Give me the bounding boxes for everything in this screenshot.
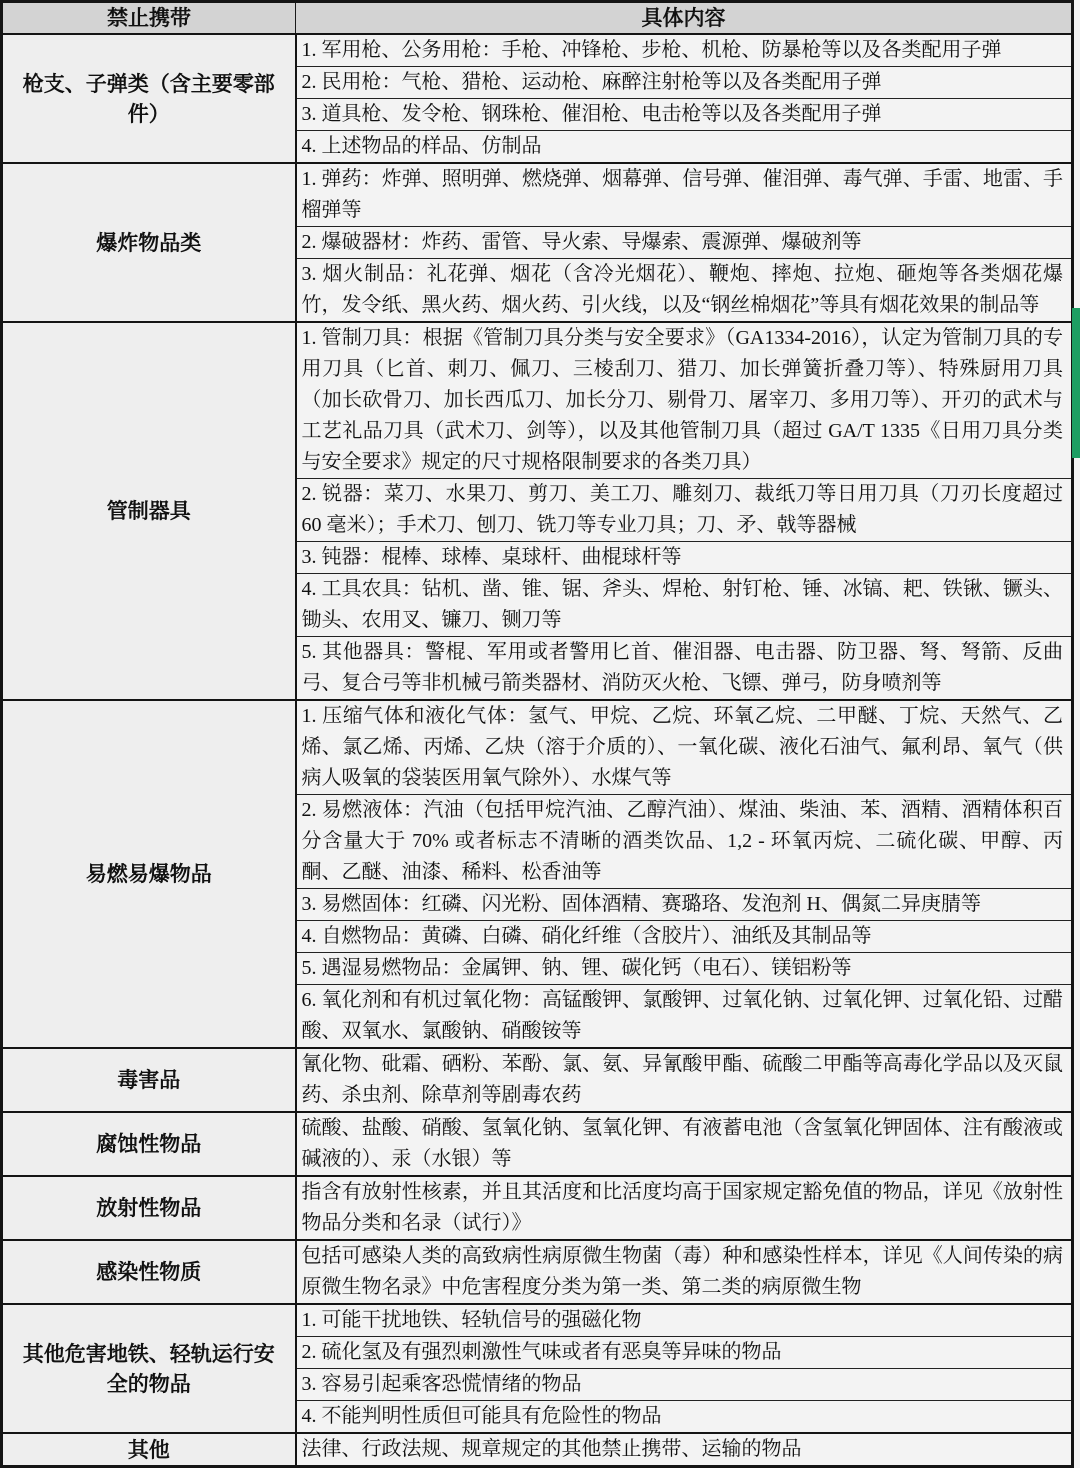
item-cell: 硫酸、盐酸、硝酸、氢氧化钠、氢氧化钾、有液蓄电池（含氢氧化钾固体、注有酸液或碱液的）、汞（水银）等 xyxy=(296,1112,1073,1176)
item-cell: 4. 工具农具：钻机、凿、锥、锯、斧头、焊枪、射钉枪、锤、冰镐、耙、铁锹、镢头、锄头、农用叉、镰刀、铡刀等 xyxy=(296,574,1073,637)
item-cell: 2. 硫化氢及有强烈刺激性气味或者有恶臭等异味的物品 xyxy=(296,1337,1073,1369)
item-cell: 4. 上述物品的样品、仿制品 xyxy=(296,131,1073,164)
item-cell: 3. 烟火制品：礼花弹、烟花（含冷光烟花）、鞭炮、摔炮、拉炮、砸炮等各类烟花爆竹，发令纸、黑火药、烟火药、引火线，以及“钢丝棉烟花”等具有烟花效果的制品等 xyxy=(296,259,1073,323)
item-cell: 3. 道具枪、发令枪、钢珠枪、催泪枪、电击枪等以及各类配用子弹 xyxy=(296,99,1073,131)
table-row xyxy=(2,1240,1073,1304)
item-cell: 2. 爆破器材：炸药、雷管、导火索、导爆索、震源弹、爆破剂等 xyxy=(296,227,1073,259)
table-row xyxy=(2,1304,1073,1337)
header-prohibited: 禁止携带 xyxy=(2,2,296,35)
item-cell: 3. 易燃固体：红磷、闪光粉、固体酒精、赛璐珞、发泡剂 H、偶氮二异庚腈等 xyxy=(296,889,1073,921)
item-cell: 2. 民用枪：气枪、猎枪、运动枪、麻醉注射枪等以及各类配用子弹 xyxy=(296,67,1073,99)
item-cell: 5. 其他器具：警棍、军用或者警用匕首、催泪器、电击器、防卫器、弩、弩箭、反曲弓、复合弓等非机械弓箭类器材、消防灭火枪、飞镖、弹弓，防身喷剂等 xyxy=(296,637,1073,701)
item-cell: 5. 遇湿易燃物品：金属钾、钠、锂、碳化钙（电石）、镁铝粉等 xyxy=(296,953,1073,985)
category-other: 其他 xyxy=(2,1433,296,1467)
category-flammable-explosive: 易燃易爆物品 xyxy=(2,700,296,1048)
item-cell: 1. 可能干扰地铁、轻轨信号的强磁化物 xyxy=(296,1304,1073,1337)
highlight-bar xyxy=(1072,308,1080,458)
item-cell: 4. 自燃物品：黄磷、白磷、硝化纤维（含胶片）、油纸及其制品等 xyxy=(296,921,1073,953)
item-cell: 1. 管制刀具：根据《管制刀具分类与安全要求》（GA1334-2016），认定为管制刀具的专用刀具（匕首、刺刀、佩刀、三棱刮刀、猎刀、加长弹簧折叠刀等）、特殊厨用刀具（加长砍骨刀、加长西瓜刀、加长分刀、剔骨刀、屠宰刀、多用刀等）、开刃的武术与工艺礼品刀具（武术刀、剑等），以及其他管制刀具（超过 GA/T 1335《日用刀具分类与安全要求》规定的尺寸规格限制要求的各类刀具） xyxy=(296,322,1073,479)
item-cell: 2. 易燃液体：汽油（包括甲烷汽油、乙醇汽油）、煤油、柴油、苯、酒精、酒精体积百分含量大于 70% 或者标志不清晰的酒类饮品、1,2 - 环氧丙烷、二硫化碳、甲醇、丙酮、乙醚、油漆、稀料、松香油等 xyxy=(296,795,1073,889)
item-cell: 氰化物、砒霜、硒粉、苯酚、氯、氨、异氰酸甲酯、硫酸二甲酯等高毒化学品以及灭鼠药、杀虫剂、除草剂等剧毒农药 xyxy=(296,1048,1073,1112)
table-row xyxy=(2,1176,1073,1240)
item-cell: 2. 锐器：菜刀、水果刀、剪刀、美工刀、雕刻刀、裁纸刀等日用刀具（刀刃长度超过 60 毫米）；手术刀、刨刀、铣刀等专业刀具；刀、矛、戟等器械 xyxy=(296,479,1073,542)
category-other-hazards: 其他危害地铁、轻轨运行安全的物品 xyxy=(2,1304,296,1433)
table-header-row xyxy=(2,2,1073,35)
item-cell: 法律、行政法规、规章规定的其他禁止携带、运输的物品 xyxy=(296,1433,1073,1467)
item-cell: 包括可感染人类的高致病性病原微生物菌（毒）种和感染性样本，详见《人间传染的病原微生物名录》中危害程度分类为第一类、第二类的病原微生物 xyxy=(296,1240,1073,1304)
category-corrosive: 腐蚀性物品 xyxy=(2,1112,296,1176)
category-toxic: 毒害品 xyxy=(2,1048,296,1112)
item-cell: 6. 氧化剂和有机过氧化物：高锰酸钾、氯酸钾、过氧化钠、过氧化钾、过氧化铅、过醋酸、双氧水、氯酸钠、硝酸铵等 xyxy=(296,985,1073,1049)
table-row xyxy=(2,1048,1073,1112)
category-explosives: 爆炸物品类 xyxy=(2,163,296,322)
table-row xyxy=(2,700,1073,795)
table-row xyxy=(2,163,1073,227)
table-row xyxy=(2,34,1073,67)
item-cell: 3. 容易引起乘客恐慌情绪的物品 xyxy=(296,1369,1073,1401)
table-row xyxy=(2,1112,1073,1176)
category-controlled-tools: 管制器具 xyxy=(2,322,296,700)
category-radioactive: 放射性物品 xyxy=(2,1176,296,1240)
table-row xyxy=(2,1433,1073,1467)
category-infectious: 感染性物质 xyxy=(2,1240,296,1304)
category-firearms: 枪支、子弹类（含主要零部件） xyxy=(2,34,296,163)
item-cell: 4. 不能判明性质但可能具有危险性的物品 xyxy=(296,1401,1073,1434)
item-cell: 1. 压缩气体和液化气体：氢气、甲烷、乙烷、环氧乙烷、二甲醚、丁烷、天然气、乙烯、氯乙烯、丙烯、乙炔（溶于介质的）、一氧化碳、液化石油气、氟利昂、氧气（供病人吸氧的袋装医用氧气除外）、水煤气等 xyxy=(296,700,1073,795)
item-cell: 3. 钝器：棍棒、球棒、桌球杆、曲棍球杆等 xyxy=(296,542,1073,574)
item-cell: 1. 弹药：炸弹、照明弹、燃烧弹、烟幕弹、信号弹、催泪弹、毒气弹、手雷、地雷、手榴弹等 xyxy=(296,163,1073,227)
item-cell: 1. 军用枪、公务用枪：手枪、冲锋枪、步枪、机枪、防暴枪等以及各类配用子弹 xyxy=(296,34,1073,67)
header-details: 具体内容 xyxy=(296,2,1073,35)
item-cell: 指含有放射性核素，并且其活度和比活度均高于国家规定豁免值的物品，详见《放射性物品分类和名录（试行）》 xyxy=(296,1176,1073,1240)
table-row xyxy=(2,322,1073,479)
